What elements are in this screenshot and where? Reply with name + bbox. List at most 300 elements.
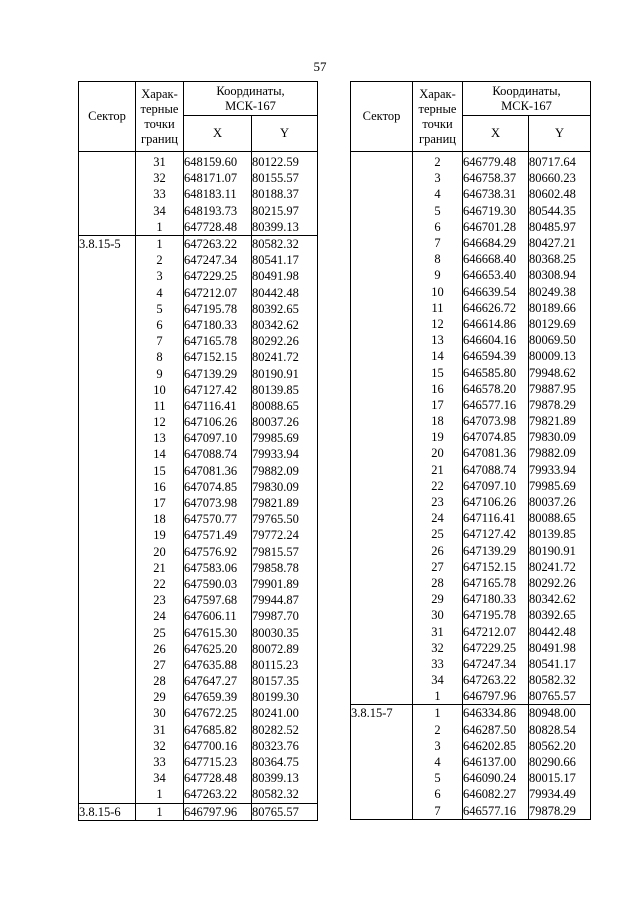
table-row — [79, 786, 318, 803]
x-coordinate-cell: 646719.30 — [463, 203, 529, 219]
sector-cell — [79, 170, 136, 186]
y-coordinate-cell: 80292.26 — [529, 575, 591, 591]
point-number-cell: 27 — [413, 559, 463, 575]
sector-cell — [79, 511, 136, 527]
table-row — [79, 770, 318, 786]
table-row — [351, 640, 591, 656]
table-row — [351, 413, 591, 429]
x-coordinate-cell: 647571.49 — [184, 527, 252, 543]
header-x: X — [463, 116, 529, 152]
y-coordinate-cell: 80282.52 — [252, 722, 318, 738]
point-number-cell: 1 — [136, 803, 184, 820]
sector-cell — [351, 203, 413, 219]
y-coordinate-cell: 80717.64 — [529, 152, 591, 171]
point-number-cell: 31 — [136, 722, 184, 738]
table-row — [79, 592, 318, 608]
y-coordinate-cell: 79858.78 — [252, 560, 318, 576]
point-number-cell: 21 — [413, 462, 463, 478]
x-coordinate-cell: 647073.98 — [463, 413, 529, 429]
y-coordinate-cell: 80139.85 — [529, 526, 591, 542]
sector-cell — [351, 251, 413, 267]
sector-cell — [79, 414, 136, 430]
point-number-cell: 1 — [136, 786, 184, 803]
y-coordinate-cell: 80199.30 — [252, 689, 318, 705]
table-row — [79, 803, 318, 820]
table-row — [79, 479, 318, 495]
table-row — [79, 235, 318, 252]
point-number-cell: 23 — [136, 592, 184, 608]
sector-cell: 3.8.15-5 — [79, 235, 136, 252]
point-number-cell: 14 — [136, 446, 184, 462]
sector-cell — [351, 170, 413, 186]
table-row — [351, 332, 591, 348]
sector-cell — [79, 333, 136, 349]
sector-cell — [351, 738, 413, 754]
point-number-cell: 22 — [136, 576, 184, 592]
point-number-cell: 3 — [136, 268, 184, 284]
point-number-cell: 26 — [136, 641, 184, 657]
sector-cell — [351, 445, 413, 461]
x-coordinate-cell: 647212.07 — [184, 285, 252, 301]
x-coordinate-cell: 647247.34 — [463, 656, 529, 672]
table-row — [79, 754, 318, 770]
x-coordinate-cell: 647672.25 — [184, 705, 252, 721]
x-coordinate-cell: 647615.30 — [184, 624, 252, 640]
x-coordinate-cell: 647106.26 — [463, 494, 529, 510]
x-coordinate-cell: 647195.78 — [463, 607, 529, 623]
point-number-cell: 3 — [413, 170, 463, 186]
point-number-cell: 7 — [413, 803, 463, 820]
x-coordinate-cell: 646090.24 — [463, 770, 529, 786]
table-row — [79, 414, 318, 430]
point-number-cell: 20 — [413, 445, 463, 461]
y-coordinate-cell: 80442.48 — [529, 623, 591, 639]
y-coordinate-cell: 80290.66 — [529, 754, 591, 770]
table-row — [351, 316, 591, 332]
y-coordinate-cell: 80392.65 — [252, 301, 318, 317]
table-row — [351, 300, 591, 316]
x-coordinate-cell: 647659.39 — [184, 689, 252, 705]
header-coordinates: Координаты, МСК-167 — [184, 82, 318, 116]
x-coordinate-cell: 647583.06 — [184, 560, 252, 576]
table-row — [79, 382, 318, 398]
sector-cell — [351, 640, 413, 656]
table-row — [79, 170, 318, 186]
x-coordinate-cell: 647165.78 — [463, 575, 529, 591]
table-row — [351, 510, 591, 526]
x-coordinate-cell: 646797.96 — [463, 688, 529, 705]
sector-cell — [351, 462, 413, 478]
sector-cell — [351, 381, 413, 397]
y-coordinate-cell: 80308.94 — [529, 267, 591, 283]
table-row — [351, 754, 591, 770]
y-coordinate-cell: 79878.29 — [529, 397, 591, 413]
y-coordinate-cell: 80088.65 — [252, 398, 318, 414]
sector-cell — [351, 348, 413, 364]
table-row — [79, 152, 318, 171]
x-coordinate-cell: 646639.54 — [463, 284, 529, 300]
y-coordinate-cell: 79772.24 — [252, 527, 318, 543]
sector-cell — [351, 235, 413, 251]
y-coordinate-cell: 80015.17 — [529, 770, 591, 786]
header-points: Харак- терные точки границ — [136, 82, 184, 152]
table-row — [79, 349, 318, 365]
sector-cell — [79, 268, 136, 284]
header-y: Y — [529, 116, 591, 152]
y-coordinate-cell: 80129.69 — [529, 316, 591, 332]
point-number-cell: 3 — [413, 738, 463, 754]
point-number-cell: 21 — [136, 560, 184, 576]
x-coordinate-cell: 647597.68 — [184, 592, 252, 608]
sector-cell — [79, 463, 136, 479]
table-row — [79, 495, 318, 511]
x-coordinate-cell: 646577.16 — [463, 803, 529, 820]
x-coordinate-cell: 647590.03 — [184, 576, 252, 592]
y-coordinate-cell: 80765.57 — [252, 803, 318, 820]
sector-cell — [79, 203, 136, 219]
y-coordinate-cell: 80541.17 — [529, 656, 591, 672]
x-coordinate-cell: 646577.16 — [463, 397, 529, 413]
sector-cell — [351, 559, 413, 575]
sector-cell — [79, 592, 136, 608]
y-coordinate-cell: 80249.38 — [529, 284, 591, 300]
sector-cell — [351, 786, 413, 802]
y-coordinate-cell: 80541.17 — [252, 252, 318, 268]
x-coordinate-cell: 646137.00 — [463, 754, 529, 770]
x-coordinate-cell: 647728.48 — [184, 219, 252, 236]
table-row — [79, 560, 318, 576]
table-row — [79, 673, 318, 689]
point-number-cell: 22 — [413, 478, 463, 494]
point-number-cell: 34 — [413, 672, 463, 688]
x-coordinate-cell: 647229.25 — [184, 268, 252, 284]
y-coordinate-cell: 79985.69 — [252, 430, 318, 446]
x-coordinate-cell: 646758.37 — [463, 170, 529, 186]
x-coordinate-cell: 646701.28 — [463, 219, 529, 235]
y-coordinate-cell: 80292.26 — [252, 333, 318, 349]
sector-cell — [351, 510, 413, 526]
point-number-cell: 14 — [413, 348, 463, 364]
x-coordinate-cell: 647081.36 — [184, 463, 252, 479]
x-coordinate-cell: 647088.74 — [463, 462, 529, 478]
sector-cell — [351, 219, 413, 235]
x-coordinate-cell: 647081.36 — [463, 445, 529, 461]
point-number-cell: 13 — [136, 430, 184, 446]
sector-cell — [79, 398, 136, 414]
table-row — [351, 267, 591, 283]
table-row — [351, 348, 591, 364]
sector-cell — [79, 576, 136, 592]
y-coordinate-cell: 80190.91 — [252, 365, 318, 381]
x-coordinate-cell: 647685.82 — [184, 722, 252, 738]
sector-cell — [79, 624, 136, 640]
table-row — [351, 203, 591, 219]
point-number-cell: 24 — [413, 510, 463, 526]
point-number-cell: 8 — [413, 251, 463, 267]
sector-cell — [351, 413, 413, 429]
sector-cell — [79, 560, 136, 576]
x-coordinate-cell: 647165.78 — [184, 333, 252, 349]
sector-cell — [351, 429, 413, 445]
y-coordinate-cell: 79901.89 — [252, 576, 318, 592]
sector-cell — [79, 544, 136, 560]
point-number-cell: 24 — [136, 608, 184, 624]
y-coordinate-cell: 80562.20 — [529, 738, 591, 754]
point-number-cell: 17 — [413, 397, 463, 413]
table-row — [79, 301, 318, 317]
table-row — [351, 251, 591, 267]
sector-cell — [79, 430, 136, 446]
point-number-cell: 15 — [413, 364, 463, 380]
table-row — [351, 705, 591, 722]
point-number-cell: 29 — [413, 591, 463, 607]
sector-cell — [79, 152, 136, 171]
point-number-cell: 28 — [136, 673, 184, 689]
sector-cell — [79, 219, 136, 236]
x-coordinate-cell: 647152.15 — [463, 559, 529, 575]
x-coordinate-cell: 647139.29 — [463, 543, 529, 559]
x-coordinate-cell: 647116.41 — [463, 510, 529, 526]
table-row — [79, 317, 318, 333]
y-coordinate-cell: 79830.09 — [252, 479, 318, 495]
sector-cell — [79, 382, 136, 398]
sector-cell — [79, 689, 136, 705]
y-coordinate-cell: 80399.13 — [252, 219, 318, 236]
point-number-cell: 1 — [136, 235, 184, 252]
y-coordinate-cell: 79948.62 — [529, 364, 591, 380]
point-number-cell: 11 — [136, 398, 184, 414]
sector-cell — [79, 705, 136, 721]
point-number-cell: 2 — [413, 722, 463, 738]
point-number-cell: 16 — [413, 381, 463, 397]
x-coordinate-cell: 646614.86 — [463, 316, 529, 332]
header-y: Y — [252, 116, 318, 152]
y-coordinate-cell: 79882.09 — [252, 463, 318, 479]
point-number-cell: 30 — [413, 607, 463, 623]
sector-cell — [79, 770, 136, 786]
y-coordinate-cell: 80485.97 — [529, 219, 591, 235]
table-row — [79, 203, 318, 219]
table-row — [351, 526, 591, 542]
y-coordinate-cell: 80544.35 — [529, 203, 591, 219]
y-coordinate-cell: 80030.35 — [252, 624, 318, 640]
point-number-cell: 32 — [136, 170, 184, 186]
y-coordinate-cell: 80582.32 — [252, 235, 318, 252]
x-coordinate-cell: 647139.29 — [184, 365, 252, 381]
table-row — [351, 235, 591, 251]
x-coordinate-cell: 647180.33 — [184, 317, 252, 333]
x-coordinate-cell: 648193.73 — [184, 203, 252, 219]
sector-cell — [79, 673, 136, 689]
y-coordinate-cell: 80660.23 — [529, 170, 591, 186]
x-coordinate-cell: 647088.74 — [184, 446, 252, 462]
table-row — [79, 608, 318, 624]
table-row — [79, 576, 318, 592]
y-coordinate-cell: 80215.97 — [252, 203, 318, 219]
table-row — [351, 284, 591, 300]
sector-cell — [351, 397, 413, 413]
y-coordinate-cell: 79815.57 — [252, 544, 318, 560]
y-coordinate-cell: 80122.59 — [252, 152, 318, 171]
sector-cell — [351, 300, 413, 316]
y-coordinate-cell: 80069.50 — [529, 332, 591, 348]
point-number-cell: 17 — [136, 495, 184, 511]
table-row — [351, 219, 591, 235]
y-coordinate-cell: 80582.32 — [529, 672, 591, 688]
table-row — [351, 803, 591, 820]
point-number-cell: 18 — [413, 413, 463, 429]
point-number-cell: 2 — [413, 152, 463, 171]
y-coordinate-cell: 79765.50 — [252, 511, 318, 527]
x-coordinate-cell: 647127.42 — [463, 526, 529, 542]
point-number-cell: 12 — [413, 316, 463, 332]
table-row — [79, 268, 318, 284]
x-coordinate-cell: 646082.27 — [463, 786, 529, 802]
point-number-cell: 5 — [136, 301, 184, 317]
table-row — [79, 446, 318, 462]
point-number-cell: 12 — [136, 414, 184, 430]
table-row — [351, 494, 591, 510]
point-number-cell: 16 — [136, 479, 184, 495]
table-row — [351, 186, 591, 202]
point-number-cell: 32 — [413, 640, 463, 656]
point-number-cell: 15 — [136, 463, 184, 479]
sector-cell — [79, 365, 136, 381]
x-coordinate-cell: 647116.41 — [184, 398, 252, 414]
point-number-cell: 7 — [136, 333, 184, 349]
table-row — [79, 285, 318, 301]
point-number-cell: 5 — [413, 203, 463, 219]
sector-cell — [79, 641, 136, 657]
x-coordinate-cell: 647195.78 — [184, 301, 252, 317]
y-coordinate-cell: 79882.09 — [529, 445, 591, 461]
x-coordinate-cell: 647247.34 — [184, 252, 252, 268]
point-number-cell: 1 — [413, 688, 463, 705]
x-coordinate-cell: 646585.80 — [463, 364, 529, 380]
point-number-cell: 1 — [136, 219, 184, 236]
x-coordinate-cell: 647715.23 — [184, 754, 252, 770]
point-number-cell: 27 — [136, 657, 184, 673]
table-row — [351, 656, 591, 672]
point-number-cell: 4 — [413, 186, 463, 202]
point-number-cell: 33 — [136, 186, 184, 202]
y-coordinate-cell: 80072.89 — [252, 641, 318, 657]
y-coordinate-cell: 79887.95 — [529, 381, 591, 397]
y-coordinate-cell: 80392.65 — [529, 607, 591, 623]
point-number-cell: 19 — [136, 527, 184, 543]
sector-cell — [79, 301, 136, 317]
sector-cell — [351, 623, 413, 639]
table-row — [79, 333, 318, 349]
sector-cell — [79, 722, 136, 738]
point-number-cell: 28 — [413, 575, 463, 591]
table-row — [79, 511, 318, 527]
y-coordinate-cell: 80139.85 — [252, 382, 318, 398]
point-number-cell: 23 — [413, 494, 463, 510]
y-coordinate-cell: 80155.57 — [252, 170, 318, 186]
header-sector: Сектор — [79, 82, 136, 152]
x-coordinate-cell: 646202.85 — [463, 738, 529, 754]
table-row — [351, 672, 591, 688]
sector-cell — [351, 494, 413, 510]
point-number-cell: 25 — [413, 526, 463, 542]
y-coordinate-cell: 80088.65 — [529, 510, 591, 526]
y-coordinate-cell: 80828.54 — [529, 722, 591, 738]
sector-cell — [79, 285, 136, 301]
x-coordinate-cell: 647180.33 — [463, 591, 529, 607]
point-number-cell: 33 — [136, 754, 184, 770]
x-coordinate-cell: 647700.16 — [184, 738, 252, 754]
point-number-cell: 7 — [413, 235, 463, 251]
sector-cell — [79, 252, 136, 268]
y-coordinate-cell: 80241.72 — [252, 349, 318, 365]
x-coordinate-cell: 646797.96 — [184, 803, 252, 820]
sector-cell — [351, 575, 413, 591]
table-row — [351, 364, 591, 380]
x-coordinate-cell: 648171.07 — [184, 170, 252, 186]
x-coordinate-cell: 646287.50 — [463, 722, 529, 738]
table-row — [351, 738, 591, 754]
table-row — [79, 219, 318, 236]
sector-cell — [79, 495, 136, 511]
point-number-cell: 4 — [413, 754, 463, 770]
table-row — [351, 462, 591, 478]
sector-cell — [79, 349, 136, 365]
point-number-cell: 9 — [136, 365, 184, 381]
table-row — [79, 738, 318, 754]
point-number-cell: 30 — [136, 705, 184, 721]
table-row — [351, 381, 591, 397]
x-coordinate-cell: 647570.77 — [184, 511, 252, 527]
y-coordinate-cell: 79933.94 — [529, 462, 591, 478]
y-coordinate-cell: 79821.89 — [252, 495, 318, 511]
y-coordinate-cell: 80342.62 — [529, 591, 591, 607]
table-row — [79, 186, 318, 202]
table-row — [351, 559, 591, 575]
table-row — [351, 575, 591, 591]
sector-cell — [79, 786, 136, 803]
point-number-cell: 6 — [413, 219, 463, 235]
sector-cell — [351, 543, 413, 559]
y-coordinate-cell: 79987.70 — [252, 608, 318, 624]
x-coordinate-cell: 646684.29 — [463, 235, 529, 251]
point-number-cell: 20 — [136, 544, 184, 560]
sector-cell — [79, 479, 136, 495]
y-coordinate-cell: 80241.72 — [529, 559, 591, 575]
x-coordinate-cell: 647263.22 — [463, 672, 529, 688]
sector-cell — [351, 186, 413, 202]
table-row — [351, 786, 591, 802]
y-coordinate-cell: 79830.09 — [529, 429, 591, 445]
x-coordinate-cell: 647263.22 — [184, 235, 252, 252]
y-coordinate-cell: 80037.26 — [529, 494, 591, 510]
y-coordinate-cell: 80342.62 — [252, 317, 318, 333]
y-coordinate-cell: 80190.91 — [529, 543, 591, 559]
table-row — [79, 430, 318, 446]
sector-cell — [351, 591, 413, 607]
x-coordinate-cell: 647263.22 — [184, 786, 252, 803]
sector-cell — [79, 738, 136, 754]
sector-cell — [351, 152, 413, 171]
y-coordinate-cell: 80491.98 — [529, 640, 591, 656]
sector-cell: 3.8.15-6 — [79, 803, 136, 820]
point-number-cell: 8 — [136, 349, 184, 365]
sector-cell — [351, 526, 413, 542]
x-coordinate-cell: 647635.88 — [184, 657, 252, 673]
x-coordinate-cell: 647728.48 — [184, 770, 252, 786]
x-coordinate-cell: 647229.25 — [463, 640, 529, 656]
y-coordinate-cell: 80368.25 — [529, 251, 591, 267]
